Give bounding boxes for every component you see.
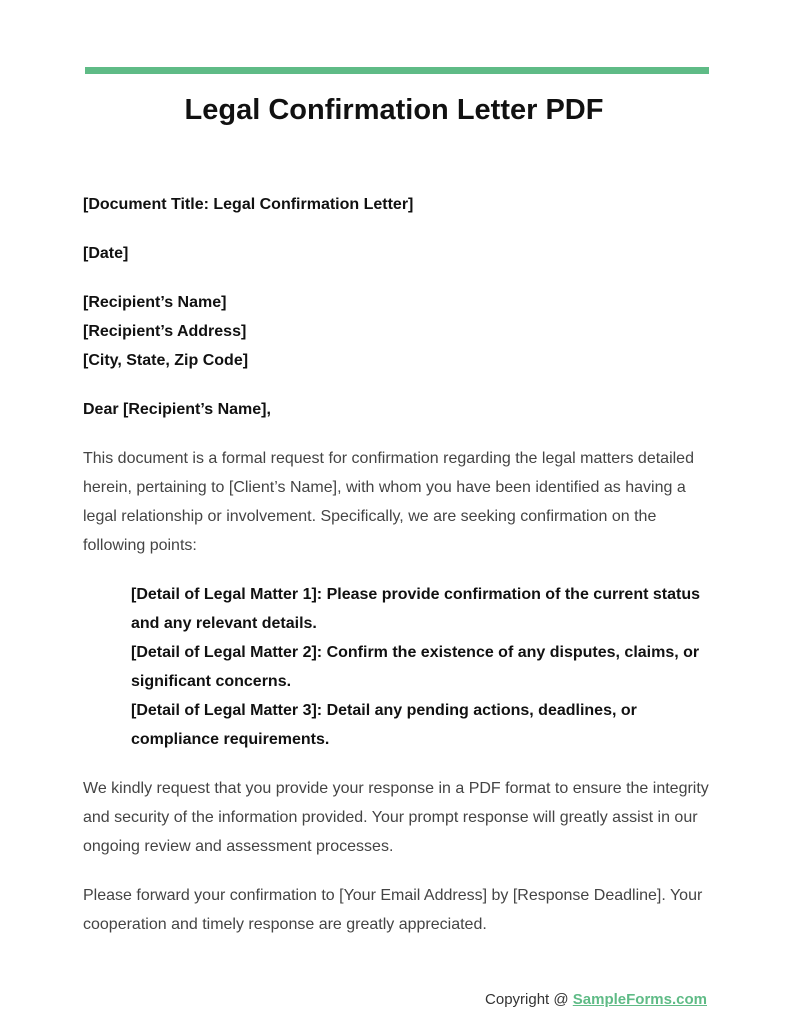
- intro-paragraph: This document is a formal request for confirmation regarding the legal matters detailed herein, pertaining to [Client’s Name], with whom you have been identified as having a legal relationship or involvement. Specifically, we are seeking confirmation on the following points:: [83, 450, 694, 554]
- copyright-footer: [485, 985, 707, 1015]
- recipient-name: [Recipient’s Name]: [83, 294, 227, 311]
- recipient-address: [Recipient’s Address]: [83, 323, 247, 340]
- closing-paragraph: Please forward your confirmation to [Your Email Address] by [Response Deadline]. Your cooperation and timely response are greatly appreciated.: [83, 887, 703, 933]
- letter-body: [83, 190, 713, 959]
- brand-link[interactable]: SampleForms.com: [572, 991, 707, 1008]
- salutation: Dear [Recipient’s Name],: [83, 401, 271, 418]
- letter-date: [Date]: [83, 245, 129, 262]
- recipient-city-state-zip: [City, State, Zip Code]: [83, 352, 249, 369]
- copyright-text: Copyright @: [485, 991, 573, 1008]
- page-title: Legal Confirmation Letter PDF: [184, 94, 604, 126]
- list-item: [Detail of Legal Matter 2]: Confirm the existence of any disputes, claims, or significant concerns.: [131, 644, 700, 690]
- legal-matters-list: [131, 580, 713, 754]
- list-item: [Detail of Legal Matter 1]: Please provide confirmation of the current status and any relevant details.: [131, 586, 700, 632]
- request-paragraph: We kindly request that you provide your response in a PDF format to ensure the integrity and security of the information provided. Your prompt response will greatly assist in our ongoing review and assessment processes.: [83, 780, 709, 855]
- recipient-block: [83, 288, 713, 375]
- list-item: [Detail of Legal Matter 3]: Detail any pending actions, deadlines, or compliance requirements.: [131, 702, 637, 748]
- document-title: [Document Title: Legal Confirmation Letter]: [83, 196, 414, 213]
- header-accent-bar: [85, 67, 709, 74]
